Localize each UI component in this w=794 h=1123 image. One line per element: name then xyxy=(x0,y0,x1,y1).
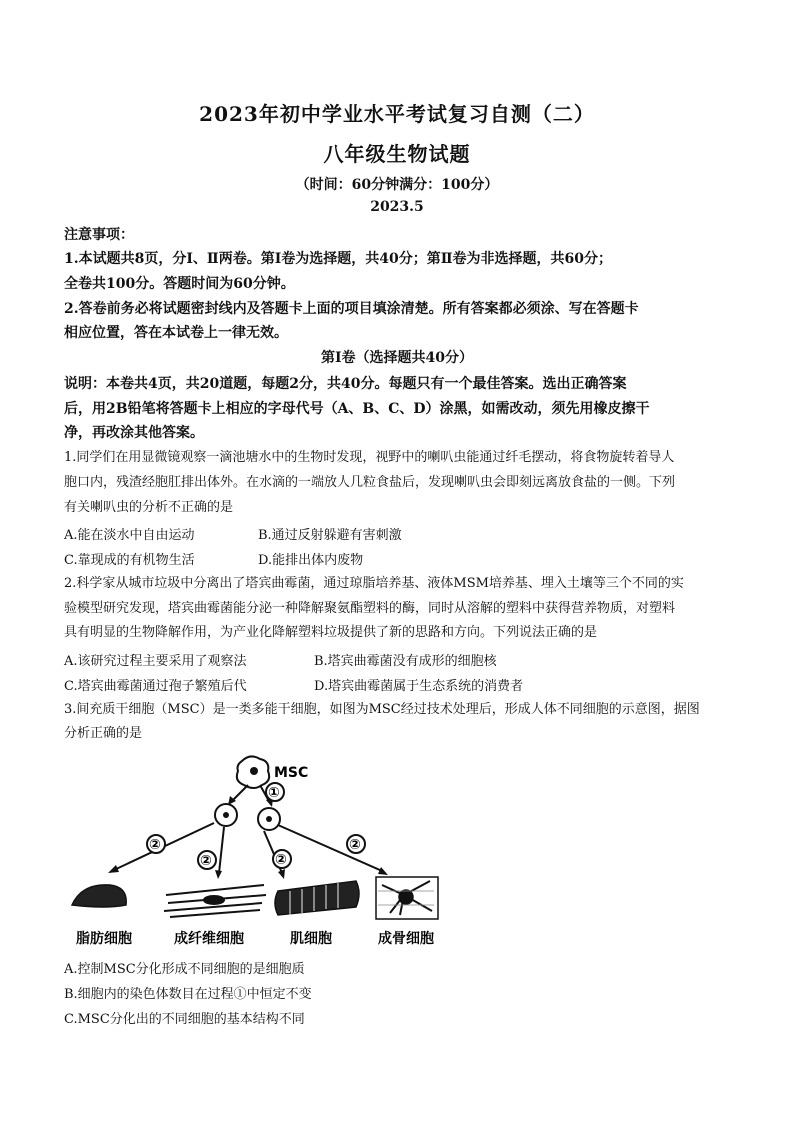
q2-line2: 验模型研究发现，塔宾曲霉菌能分泌一种降解聚氨酯塑料的酶，同时从溶解的塑料中获得营养物质，对塑料 xyxy=(64,601,676,616)
q1-option-a: A.能在淡水中自由运动 xyxy=(64,528,195,543)
section1-desc-line2: 后，用2B铅笔将答题卡上相应的字母代号（A、B、C、D）涂黑，如需改动，须先用橡皮擦干 xyxy=(64,401,650,417)
arrowhead-muscle xyxy=(278,869,285,879)
arrowhead-fibroblast xyxy=(215,870,222,879)
section1-desc-line3: 净，再改涂其他答案。 xyxy=(64,425,204,441)
arrow-to-fibroblast xyxy=(219,827,224,873)
label-osteoblast: 成骨细胞 xyxy=(378,931,434,947)
q1-option-c: C.靠现成的有机物生活 xyxy=(64,553,195,568)
step2-label-1: ② xyxy=(149,837,161,853)
step2-label-4: ② xyxy=(349,837,361,853)
arrow-to-osteoblast xyxy=(278,825,382,871)
step2-label-2: ② xyxy=(200,853,212,869)
q3-line1: 3.间充质干细胞（MSC）是一类多能干细胞，如图为MSC经过技术处理后，形成人体不同细胞的示意图，据图 xyxy=(64,702,700,717)
msc-differentiation-figure xyxy=(64,745,454,950)
notice-item2-line1: 2.答卷前务必将试题密封线内及答题卡上面的项目填涂清楚。所有答案都必须涂、写在答题卡 xyxy=(64,301,639,317)
label-muscle: 肌细胞 xyxy=(290,931,332,947)
q2-line3: 具有明显的生物降解作用，为产业化降解塑料垃圾提供了新的思路和方向。下列说法正确的是 xyxy=(64,625,598,640)
section1-title: 第Ⅰ卷（选择题共40分） xyxy=(320,350,474,366)
notice-heading: 注意事项： xyxy=(64,227,134,243)
notice-item2-line2: 相应位置，答在本试卷上一律无效。 xyxy=(64,325,288,341)
arrowhead-osteoblast xyxy=(378,867,388,875)
daughter-cell-left xyxy=(215,804,237,826)
q1-line3: 有关喇叭虫的分析不正确的是 xyxy=(64,500,234,515)
exam-title: 2023年初中学业水平考试复习自测（二） xyxy=(199,102,595,126)
daughter-cell-right xyxy=(258,808,280,830)
q2-option-c: C.塔宾曲霉菌通过孢子繁殖后代 xyxy=(64,679,247,694)
q2-option-a: A.该研究过程主要采用了观察法 xyxy=(64,654,247,669)
msc-label: MSC xyxy=(274,765,309,781)
exam-subtitle: 八年级生物试题 xyxy=(323,142,471,166)
q1-option-b: B.通过反射躲避有害刺激 xyxy=(258,528,402,543)
msc-cell xyxy=(237,756,269,788)
notice-item1-line1: 1.本试题共8页，分Ⅰ、Ⅱ两卷。第Ⅰ卷为选择题，共40分；第Ⅱ卷为非选择题，共60分； xyxy=(64,251,613,267)
q3-line2: 分析正确的是 xyxy=(64,726,143,741)
adipocyte-cell xyxy=(72,885,126,907)
time-score: （时间：60分钟满分：100分） xyxy=(295,177,499,193)
q1-line2: 胞口内，残渣经胞肛排出体外。在水滴的一端放人几粒食盐后，发现喇叭虫会即刻远离放食盐的一侧。下列 xyxy=(64,475,676,490)
fibroblast-cell xyxy=(164,885,266,917)
q3-option-a: A.控制MSC分化形成不同细胞的是细胞质 xyxy=(64,962,305,977)
muscle-cell xyxy=(275,881,359,915)
label-adipocyte: 脂肪细胞 xyxy=(76,931,132,947)
q3-option-c: C.MSC分化出的不同细胞的基本结构不同 xyxy=(64,1012,305,1027)
q1-option-d: D.能排出体内废物 xyxy=(258,553,364,568)
q3-option-b: B.细胞内的染色体数目在过程①中恒定不变 xyxy=(64,987,312,1002)
arrow-msc-left xyxy=(232,785,248,801)
exam-date: 2023.5 xyxy=(370,199,424,215)
step1-label: ① xyxy=(268,785,280,801)
q2-line1: 2.科学家从城市垃圾中分离出了塔宾曲霉菌，通过琼脂培养基、液体MSM培养基、埋入土壤等三个不同的实 xyxy=(64,576,684,591)
notice-item1-line2: 全卷共100分。答题时间为60分钟。 xyxy=(64,276,295,292)
q2-option-d: D.塔宾曲霉菌属于生态系统的消费者 xyxy=(314,679,524,694)
osteoblast-cell xyxy=(376,877,438,919)
section1-desc-line1: 说明：本卷共4页，共20道题，每题2分，共40分。每题只有一个最佳答案。选出正确答案 xyxy=(64,376,627,392)
arrowhead-adipocyte xyxy=(108,865,119,873)
q1-line1: 1.同学们在用显微镜观察一滴池塘水中的生物时发现，视野中的喇叭虫能通过纤毛摆动，将食物旋转着导人 xyxy=(64,450,675,465)
q2-option-b: B.塔宾曲霉菌没有成形的细胞核 xyxy=(314,654,497,669)
step2-label-3: ② xyxy=(275,852,287,868)
label-fibroblast: 成纤维细胞 xyxy=(174,931,244,947)
